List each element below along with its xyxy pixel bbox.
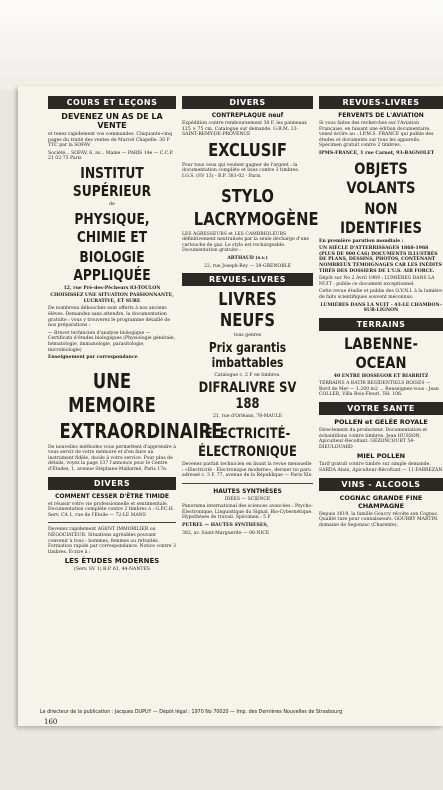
ad-title-institut-4: BIOLOGIE APPLIQUÉE bbox=[73, 247, 151, 284]
ad-address-ipms: IPMS-FRANCE, 1 rue Carnot, 93-BAGNOLET bbox=[319, 150, 435, 156]
divider-2 bbox=[182, 483, 313, 484]
ad-title-institut-2: de bbox=[109, 201, 115, 207]
ad-title-vente: DEVENEZ UN AS DE LA VENTE bbox=[61, 112, 163, 130]
ad-text-sofav: Société... SOFAV, 6, av... Maine — PARIS 14e — C.C.P. 21 02-73 Paris bbox=[48, 150, 174, 162]
ad-text-cognac: Depuis 1619, la famille Goucry récolte son Cognac. Qualité rare pour connaisseurs. GOURRY MARTIN, domaine de Segonzac (Charente). bbox=[319, 511, 439, 528]
ad-text-depot: Dépôt sur No 2 Avril 1969 : LUMIÈRES DANS LA NUIT - publie ce document exceptionnel. bbox=[319, 276, 435, 287]
section-band-terrains: TERRAINS bbox=[319, 318, 443, 331]
ad-title-fervents: FERVENTS DE L'AVIATION bbox=[338, 112, 424, 119]
section-band-revues: REVUES-LIVRES bbox=[182, 273, 313, 286]
ad-address-institut: 12, rue Pré-des-Pêcheurs 83-TOULON bbox=[63, 285, 161, 291]
ad-title-difralivre: DIFRALIVRE SV 188 bbox=[198, 380, 297, 413]
column-left bbox=[48, 92, 223, 575]
ad-subtitle-hautes: IDÉES — SCIENCE bbox=[224, 496, 271, 502]
ad-title-etudes: LES ÉTUDES MODERNES bbox=[64, 557, 160, 566]
ad-text-institut: De nombreux débouchés sont offerts à nos anciens élèves. Demandez sans attendre, la documentation gratuite : vous y trouverez le programme détaillé de nos préparations : bbox=[48, 306, 171, 329]
ad-text-terrains: TERRAINS A BATIR RESIDENTIELS BOISÉS — Bord de Mer — 1.200 m2 ... Renseignez-vous : Jean COLLER, Villa Bois-Fleuri, Tél. 106. bbox=[319, 381, 439, 398]
ad-address-lumieres: LUMIÈRES DANS LA NUIT - 43-LE CHAMBON-SUR-LIGNON bbox=[320, 302, 442, 314]
ad-text-enseignement: Enseignement par correspondance bbox=[48, 355, 138, 361]
ad-title-institut-1: INSTITUT SUPÉRIEUR bbox=[72, 163, 152, 200]
section-band-divers: DIVERS bbox=[48, 477, 176, 490]
column-middle bbox=[182, 92, 319, 538]
ad-address-difralivre: 21, rue d'Orléans, 78-MAULE bbox=[212, 414, 283, 420]
ad-title-ovni-2: NON IDENTIFIES bbox=[340, 198, 422, 237]
section-band-vins: VINS - ALCOOLS bbox=[319, 478, 443, 491]
ad-title-contreplaque: CONTREPLAQUE neuf bbox=[211, 112, 284, 119]
section-band-divers-2: DIVERS bbox=[182, 96, 313, 109]
ad-text-vente: et tenez rapidement vos commandes. Cinquante-cinq pages du traité des ventes de Marcel Chapelle. 30 F TTC par la SOFAV bbox=[48, 132, 172, 149]
ad-title-institut-3: PHYSIQUE, CHIMIE ET bbox=[74, 209, 150, 246]
section-band-revues-2: REVUES-LIVRES bbox=[319, 96, 443, 109]
ad-subtitle-labenne: 40 ENTRE HOSSEGOR ET BIARRITZ bbox=[333, 373, 429, 379]
ad-address-etudes: (Serv. SV 1) B.P. 61, 44-NANTES bbox=[74, 567, 150, 573]
ad-title-prix: Prix garantis imbattables bbox=[208, 340, 287, 371]
column-right bbox=[319, 92, 443, 530]
ad-text-cette: Cette revue étudie et publie des O.V.N.I. à la lumière de faits scientifiques souvent méconnus. bbox=[319, 289, 442, 300]
page-number: 160 bbox=[44, 718, 58, 726]
divider bbox=[48, 522, 176, 523]
ad-title-ovni-1: OBJETS VOLANTS bbox=[346, 158, 416, 197]
magazine-page bbox=[18, 86, 443, 726]
ad-tagline-institut: CHOISISSEZ UNE SITUATION PASSIONNANTE, LUCRATIVE, ET SURE bbox=[50, 293, 174, 304]
ad-text-fervents: Si vous faites des recherches sur l'Aviation Française, en faisant une édition documentaire, venez écrire au : I.P.M.S. FRANCE qui publie des études et documents sur tous les appareils. Spécimen gratuit contre 2 timbres. bbox=[319, 121, 434, 149]
ad-text-memoire: De nouvelles méthodes vous permettent d'apprendre à vous servir de votre mémoire et d'en faire un instrument fidèle, docile à votre service. Pour plus de détails, voyez la page 137 l'annonce pour le Centre d'Études, 1, avenue Stéphane-Mallarmé, Paris 17e. bbox=[48, 444, 176, 473]
ad-text-agent: Devenez rapidement AGENT IMMOBILIER ou NÉGOCIATEUR. Situations agréables pouvant convenir à tous : hommes, femmes ou retraités. Formation rapide par correspondance. Notice contre 3 timbres. Écrire à : bbox=[48, 527, 176, 555]
ad-text-exclusif: Pour tous ceux qui veulent gagner de l'argent : la documentation complète et lisez contre 3 timbres. I.G.S. (SV 13) - B.P. 381-02 - Paris. bbox=[182, 162, 300, 179]
ad-address-arthaud: 22, rue Joseph-Rey — 38-GRENOBLE bbox=[204, 263, 291, 269]
ad-text-miel: Tarif gratuit contre timbre sur simple demande. SARDA Alain, Apiculteur-Récoltant — 11-FABREZAN bbox=[319, 462, 443, 474]
ad-text-electricite: Devenez parfait technicien en lisant la revue mensuelle : «Electricité - Electronique moderne», dernier no paru adressé c. 3 F, 77, avenue de la République — Paris XIe bbox=[182, 461, 312, 479]
ad-title-timide: COMMENT CESSER D'ÊTRE TIMIDE bbox=[55, 492, 169, 500]
ad-text-siecle: UN SIÈCLE D'ATTERRISSAGES 1868-1968 (PLUS DE 900 CAS) DOCUMENTS ILLUSTRÉS DE PLANS, DESSINS, PHOTOS, CONTENANT NOMBREUX TÉMOIGNAGES CAR LES INÉDITS TIRÉS DES DOSSIERS DE L'U.S. AIR FORCE. bbox=[319, 246, 442, 274]
ad-title-electricite-1: ÉLECTRICITÉ- bbox=[204, 425, 291, 442]
ad-text-stylo: LES AGRESSEURS et LES CAMBRIOLEURS définitivement neutralisés par la seule décharge d'une cartouche de gaz. Le stylo est rechargeable. Documentation gratuite : bbox=[182, 231, 310, 254]
ad-text-premiere: En première parution mondiale : bbox=[319, 238, 404, 244]
ad-title-exclusif: EXCLUSIF bbox=[208, 139, 287, 161]
ad-text-pollen: Directement du producteur. Documentation et échantillons contre timbres. Jean HUSSON, Apiculteur-Récoltant. GEZONCOURT 54-DIEULOUARD bbox=[319, 428, 428, 450]
ad-title-miel: MIEL POLLEN bbox=[356, 452, 406, 461]
ad-title-livres: LIVRES NEUFS bbox=[218, 289, 277, 332]
ad-text-timide: et réussir votre vie professionnelle et sentimentale. Documentation complète contre 2 timbres à : G.P.C.H. Serv. CA 1, rue de l'Etoile — 72-LE MANS bbox=[48, 501, 175, 518]
ad-text-contreplaque: Expédition contre remboursement 30 F, les panneaux 125 × 75 cm. Catalogue sur demande. G.R.M. 13-SAINT-REMY-DE-PROVENCE bbox=[182, 121, 307, 138]
ad-title-labenne: LABENNE-OCEAN bbox=[344, 333, 418, 372]
ad-text-hautes: Panorama international des sciences avancées : Psycho-Électronique, Linguistique du Signal, Bio-Cybernétique. Hypothèses de travail. Spécimen : 5 F bbox=[182, 504, 313, 521]
ad-title-cognac: COGNAC GRANDE FINE CHAMPAGNE bbox=[339, 493, 423, 510]
ad-title-pollen: POLLEN et GELÉE ROYALE bbox=[334, 418, 428, 427]
ad-title-electricite-2: ÉLECTRONIQUE bbox=[198, 443, 297, 460]
section-band-cours: COURS ET LEÇONS bbox=[48, 96, 176, 109]
ad-title-memoire-1: UNE MEMOIRE bbox=[68, 368, 156, 417]
ad-name-arthaud: ARTHAUD (s.v.) bbox=[227, 255, 268, 261]
section-band-sante: VOTRE SANTE bbox=[319, 402, 443, 415]
ad-name-petrel: PETREL — HAUTES SYNTHÈSES, bbox=[182, 523, 269, 529]
publication-footer: Le directeur de la publication : Jacques DUPUY — Dépôt légal : 1970 No 70020 — Imp. des Dernières Nouvelles de Strasbourg bbox=[40, 710, 343, 715]
ad-address-petrel: 382, av. Saint-Marguerite — 06-NICE bbox=[182, 530, 270, 536]
ad-text-brevet: — Brevet technicien d'analyse biologique — Certificats d'études biologiques (Physiologie générale, hématologie, immunologie, parasitologie, microbiologie) bbox=[48, 330, 176, 353]
ad-title-stylo-1: STYLO bbox=[221, 185, 274, 207]
ad-title-stylo-2: LACRYMOGÈNE bbox=[193, 208, 319, 230]
ad-title-memoire-2: EXTRAORDINAIRE bbox=[59, 418, 223, 443]
background-top bbox=[0, 0, 443, 90]
ad-text-catalogue: Catalogue c. 2 F en timbres. bbox=[214, 372, 281, 378]
ad-subtitle-livres: tous genres bbox=[233, 333, 262, 339]
ad-title-hautes: HAUTES SYNTHÈSES bbox=[213, 487, 282, 495]
